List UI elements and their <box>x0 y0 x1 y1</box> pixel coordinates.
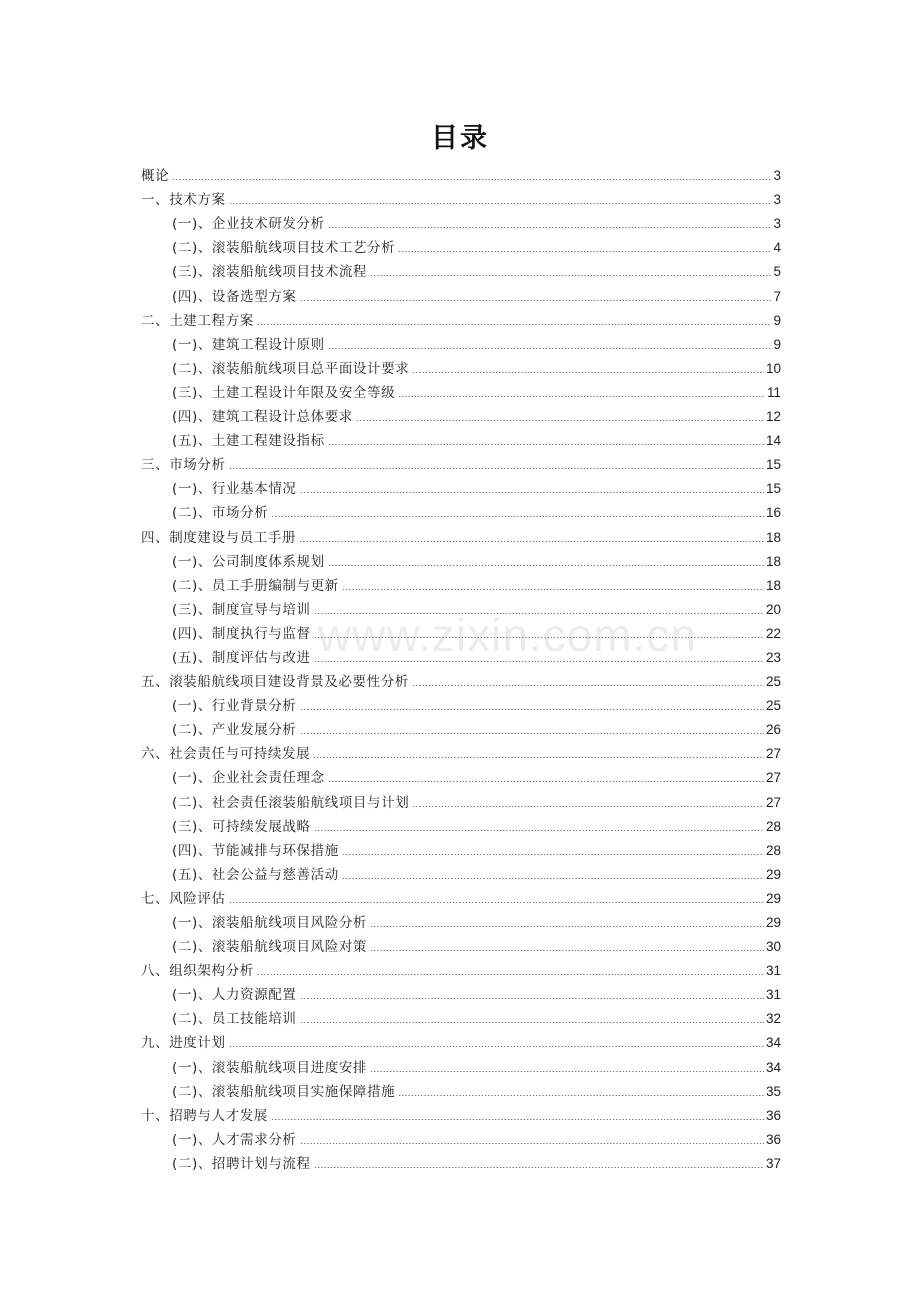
dot-leader <box>398 251 771 252</box>
dot-leader <box>412 372 764 373</box>
toc-page-number: 34 <box>765 1059 781 1075</box>
toc-page-number: 26 <box>765 722 781 738</box>
toc-page-number: 9 <box>773 312 781 328</box>
toc-page-number: 7 <box>773 288 781 304</box>
toc-page-number: 11 <box>766 384 781 400</box>
dot-leader <box>356 420 764 421</box>
toc-page-number: 29 <box>765 915 781 930</box>
toc-page-number: 32 <box>765 1011 781 1027</box>
toc-subentry[interactable] <box>141 1051 781 1075</box>
toc-page-number: 18 <box>765 577 781 593</box>
toc-entry[interactable] <box>141 521 781 545</box>
dot-leader <box>412 685 764 686</box>
toc-entry-label: (三)、制度宣导与培训 <box>172 601 311 618</box>
toc-subentry[interactable] <box>141 907 781 931</box>
toc-subentry[interactable] <box>141 811 781 835</box>
dot-leader <box>398 396 765 397</box>
toc-page-number: 14 <box>765 433 781 449</box>
toc-page-number: 15 <box>765 481 781 497</box>
toc-subentry[interactable] <box>141 786 781 810</box>
toc-subentry[interactable] <box>141 570 781 594</box>
dot-leader <box>370 1071 764 1072</box>
toc-page-number: 5 <box>773 264 781 280</box>
toc-page-number: 29 <box>765 866 781 882</box>
toc-entry[interactable] <box>141 184 781 208</box>
toc-entry[interactable] <box>141 449 781 473</box>
toc-page-number: 18 <box>765 529 781 545</box>
toc-subentry[interactable] <box>141 497 781 521</box>
toc-entry-label: (二)、产业发展分析 <box>172 722 297 739</box>
toc-subentry[interactable] <box>141 1003 781 1027</box>
dot-leader <box>342 878 764 879</box>
toc-entry-label: 八、组织架构分析 <box>141 963 254 980</box>
dot-leader <box>300 300 772 301</box>
toc-entry-label: (三)、土建工程设计年限及安全等级 <box>172 384 396 401</box>
dot-leader <box>314 661 764 662</box>
toc-entry-label: (二)、员工技能培训 <box>172 1011 297 1028</box>
toc-page-number: 27 <box>765 746 781 762</box>
toc-entry-label: 六、社会责任与可持续发展 <box>141 746 311 763</box>
table-of-contents <box>141 160 781 1172</box>
toc-entry-label: (一)、人力资源配置 <box>172 987 297 1004</box>
dot-leader <box>300 1022 764 1023</box>
toc-page-number: 28 <box>765 818 781 834</box>
toc-subentry[interactable] <box>141 931 781 955</box>
toc-entry[interactable] <box>141 883 781 907</box>
toc-entry-label: 五、滚装船航线项目建设背景及必要性分析 <box>141 674 409 691</box>
toc-subentry[interactable] <box>141 280 781 304</box>
toc-entry[interactable] <box>141 305 781 329</box>
dot-leader <box>257 974 764 975</box>
toc-page-number: 20 <box>765 601 781 617</box>
dot-leader <box>300 492 764 493</box>
dot-leader <box>314 1167 764 1168</box>
toc-entry-label: (一)、滚装船航线项目进度安排 <box>172 1059 368 1076</box>
toc-subentry[interactable] <box>141 594 781 618</box>
dot-leader <box>172 179 771 180</box>
toc-page-number: 3 <box>773 192 781 208</box>
toc-entry-label: (四)、制度执行与监督 <box>172 625 311 642</box>
dot-leader <box>300 733 764 734</box>
toc-page-number: 31 <box>765 987 781 1003</box>
toc-subentry[interactable] <box>141 1124 781 1148</box>
toc-entry[interactable] <box>141 1100 781 1124</box>
toc-page-number: 25 <box>765 698 781 714</box>
toc-page-number: 36 <box>765 1131 781 1147</box>
toc-page-number: 27 <box>765 794 781 810</box>
toc-page-number: 22 <box>765 625 781 641</box>
toc-subentry[interactable] <box>141 473 781 497</box>
dot-leader <box>229 902 764 903</box>
dot-leader <box>313 757 764 758</box>
toc-entry-label: (二)、社会责任滚装船航线项目与计划 <box>172 794 410 811</box>
dot-leader <box>300 1143 764 1144</box>
toc-subentry[interactable] <box>141 425 781 449</box>
dot-leader <box>271 1119 764 1120</box>
toc-entry-label: (五)、制度评估与改进 <box>172 649 311 666</box>
toc-page-number: 35 <box>765 1083 781 1099</box>
toc-page-number: 36 <box>765 1107 781 1123</box>
dot-leader <box>328 444 764 445</box>
watermark: www.zixin.com.cn <box>318 609 697 661</box>
toc-entry-label: (一)、人才需求分析 <box>172 1131 297 1148</box>
toc-subentry[interactable] <box>141 642 781 666</box>
dot-leader <box>412 806 764 807</box>
dot-leader <box>229 203 772 204</box>
toc-page-number: 29 <box>765 890 781 906</box>
toc-entry-label: (二)、滚装船航线项目风险对策 <box>172 939 368 956</box>
toc-entry-label: (四)、设备选型方案 <box>172 288 297 305</box>
dot-leader <box>342 589 764 590</box>
dot-leader <box>370 926 764 927</box>
toc-entry-label: (五)、社会公益与慈善活动 <box>172 866 339 883</box>
toc-subentry[interactable] <box>141 329 781 353</box>
dot-leader <box>271 516 764 517</box>
dot-leader <box>328 781 764 782</box>
toc-subentry[interactable] <box>141 546 781 570</box>
toc-entry-label: 四、制度建设与员工手册 <box>141 529 297 546</box>
dot-leader <box>299 541 764 542</box>
toc-subentry[interactable] <box>141 401 781 425</box>
dot-leader <box>328 227 772 228</box>
dot-leader <box>257 324 772 325</box>
toc-entry-label: (一)、行业基本情况 <box>172 481 297 498</box>
toc-entry-label: (二)、滚装船航线项目实施保障措施 <box>172 1083 396 1100</box>
dot-leader <box>229 468 764 469</box>
toc-entry-label: (二)、员工手册编制与更新 <box>172 577 339 594</box>
toc-entry-label: 三、市场分析 <box>141 457 226 474</box>
toc-entry-label: (三)、可持续发展战略 <box>172 818 311 835</box>
toc-entry-label: (二)、滚装船航线项目总平面设计要求 <box>172 360 410 377</box>
dot-leader <box>328 565 764 566</box>
toc-subentry[interactable] <box>141 835 781 859</box>
toc-page-number: 15 <box>765 457 781 473</box>
page-title: 目录 <box>431 123 489 154</box>
dot-leader <box>370 275 771 276</box>
toc-page-number: 27 <box>765 770 781 786</box>
dot-leader <box>370 950 764 951</box>
toc-subentry[interactable] <box>141 353 781 377</box>
toc-page-number: 31 <box>765 963 781 979</box>
toc-page-number: 10 <box>765 360 781 376</box>
toc-page-number: 3 <box>773 168 781 184</box>
toc-page-number: 9 <box>773 336 781 352</box>
toc-entry-label: 九、进度计划 <box>141 1035 226 1052</box>
toc-entry-label: 一、技术方案 <box>141 192 226 209</box>
toc-subentry[interactable] <box>141 1076 781 1100</box>
toc-entry-label: (四)、节能减排与环保措施 <box>172 842 339 859</box>
toc-page-number: 16 <box>765 505 781 521</box>
toc-entry-label: (一)、滚装船航线项目风险分析 <box>172 915 368 931</box>
toc-entry-label: 概论 <box>141 168 170 185</box>
toc-entry[interactable] <box>141 955 781 979</box>
toc-subentry[interactable] <box>141 377 781 401</box>
toc-subentry[interactable] <box>141 979 781 1003</box>
toc-subentry[interactable] <box>141 232 781 256</box>
toc-page-number: 28 <box>765 842 781 858</box>
toc-subentry[interactable] <box>141 256 781 280</box>
toc-entry-label: (一)、公司制度体系规划 <box>172 553 325 570</box>
dot-leader <box>314 637 764 638</box>
toc-entry[interactable] <box>141 160 781 184</box>
toc-entry-label: 七、风险评估 <box>141 890 226 907</box>
toc-subentry[interactable] <box>141 762 781 786</box>
dot-leader <box>300 998 764 999</box>
toc-page-number: 25 <box>765 674 781 690</box>
toc-subentry[interactable] <box>141 859 781 883</box>
dot-leader <box>229 1046 764 1047</box>
toc-entry-label: (四)、建筑工程设计总体要求 <box>172 409 353 426</box>
toc-page-number: 30 <box>765 939 781 955</box>
toc-entry-label: 二、土建工程方案 <box>141 312 254 329</box>
dot-leader <box>300 709 764 710</box>
toc-page-number: 34 <box>765 1035 781 1051</box>
toc-subentry[interactable] <box>141 208 781 232</box>
toc-page-number: 23 <box>765 649 781 665</box>
dot-leader <box>314 830 764 831</box>
toc-entry-label: (二)、招聘计划与流程 <box>172 1155 311 1172</box>
toc-page-number: 3 <box>773 216 781 232</box>
toc-entry-label: (一)、行业背景分析 <box>172 698 297 715</box>
dot-leader <box>314 613 764 614</box>
toc-page-number: 37 <box>765 1155 781 1171</box>
dot-leader <box>328 348 772 349</box>
toc-entry[interactable] <box>141 666 781 690</box>
toc-entry[interactable] <box>141 738 781 762</box>
toc-subentry[interactable] <box>141 690 781 714</box>
toc-entry-label: (一)、企业社会责任理念 <box>172 770 325 787</box>
toc-page-number: 12 <box>765 409 781 425</box>
toc-subentry[interactable] <box>141 618 781 642</box>
toc-subentry[interactable] <box>141 714 781 738</box>
toc-page-number: 18 <box>765 553 781 569</box>
toc-entry[interactable] <box>141 1027 781 1051</box>
toc-entry-label: (三)、滚装船航线项目技术流程 <box>172 264 368 281</box>
toc-entry-label: (五)、土建工程建设指标 <box>172 433 325 450</box>
toc-subentry[interactable] <box>141 1148 781 1172</box>
dot-leader <box>398 1095 764 1096</box>
toc-entry-label: 十、招聘与人才发展 <box>141 1107 268 1124</box>
toc-entry-label: (一)、建筑工程设计原则 <box>172 336 325 353</box>
toc-page-number: 4 <box>773 240 781 256</box>
toc-entry-label: (二)、滚装船航线项目技术工艺分析 <box>172 240 396 257</box>
toc-entry-label: (二)、市场分析 <box>172 505 269 522</box>
toc-entry-label: (一)、企业技术研发分析 <box>172 216 325 233</box>
dot-leader <box>342 854 764 855</box>
